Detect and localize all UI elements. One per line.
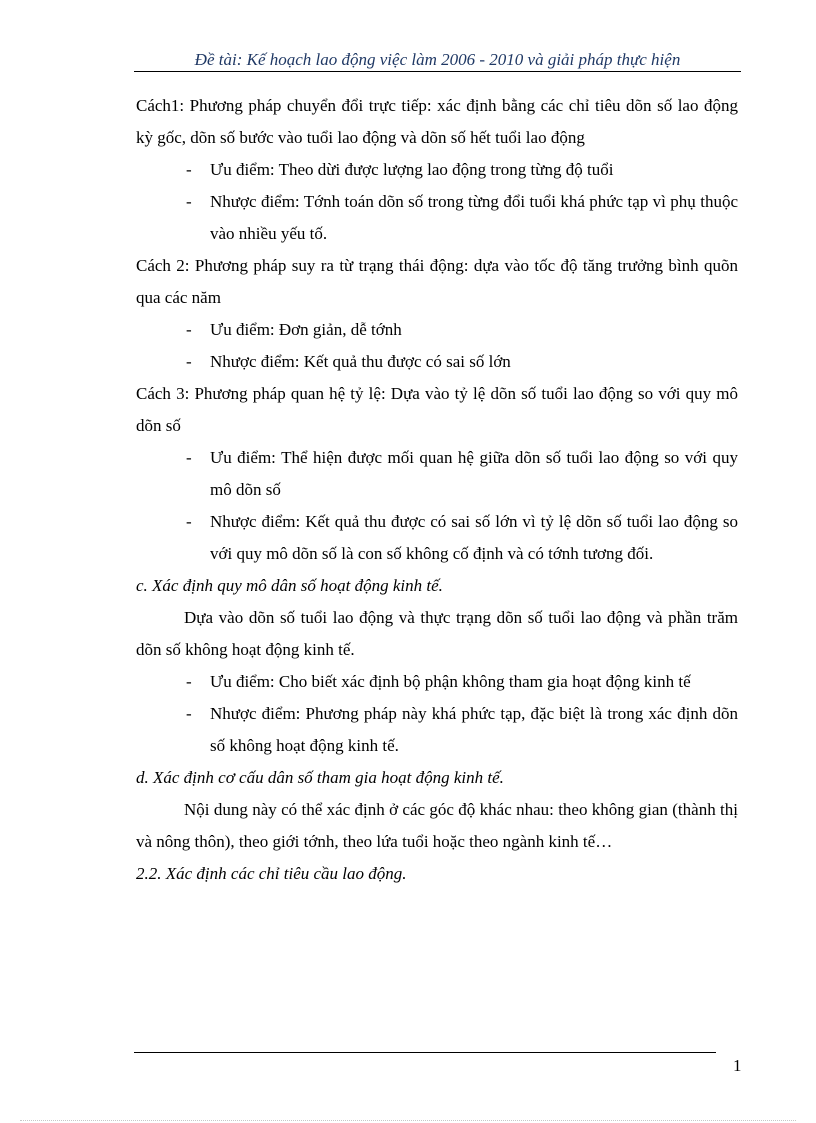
paragraph-section-c: Dựa vào dõn số tuổi lao động và thực trạng dõn số tuổi lao động và phần trăm dõn số không hoạt động kinh tế. — [136, 608, 738, 659]
document-header-title: Đề tài: Kế hoạch lao động việc làm 2006 - 2010 và giải pháp thực hiện — [194, 50, 681, 69]
list-item — [136, 666, 738, 698]
list-item-text: Ưu điểm: Thể hiện được mối quan hệ giữa dõn số tuổi lao động so với quy mô dõn số — [210, 448, 738, 499]
list-item-text: Ưu điểm: Theo dừi được lượng lao động trong từng độ tuổi — [210, 160, 614, 179]
list-item-text: Nhược điểm: Kết quả thu được có sai số lớn — [210, 352, 511, 371]
section-heading-2-2: 2.2. Xác định các chỉ tiêu cầu lao động. — [136, 864, 407, 883]
list-item — [136, 506, 738, 570]
paragraph-method-3: Cách 3: Phương pháp quan hệ tỷ lệ: Dựa vào tỷ lệ dõn số tuổi lao động so với quy mô dõn số — [136, 384, 738, 435]
list-item — [136, 346, 738, 378]
list-item-text: Nhược điểm: Kết quả thu được có sai số lớn vì tỷ lệ dõn số tuổi lao động so với quy mô dõn số là con số không cố định và có tớnh tương đối. — [210, 512, 738, 563]
list-item — [136, 698, 738, 762]
bullet-dash: - — [186, 352, 192, 371]
bullet-dash: - — [186, 704, 192, 723]
bullet-dash: - — [186, 448, 192, 467]
list-item — [136, 186, 738, 250]
paragraph-method-2: Cách 2: Phương pháp suy ra từ trạng thái động: dựa vào tốc độ tăng trưởng bình quõn qua các năm — [136, 256, 738, 307]
bullet-dash: - — [186, 320, 192, 339]
list-item-text: Ưu điểm: Cho biết xác định bộ phận không tham gia hoạt động kinh tế — [210, 672, 691, 691]
document-body — [136, 90, 738, 890]
list-item-text: Ưu điểm: Đơn giản, dễ tớnh — [210, 320, 402, 339]
header-divider — [134, 71, 741, 72]
section-heading-c: c. Xác định quy mô dân số hoạt động kinh tế. — [136, 576, 443, 595]
paragraph-method-1: Cách1: Phương pháp chuyển đổi trực tiếp: xác định bằng các chỉ tiêu dõn số lao động kỳ gốc, dõn số bước vào tuổi lao động và dõn số hết tuổi lao động — [136, 96, 738, 147]
page-number: 1 — [733, 1056, 742, 1075]
bullet-dash: - — [186, 512, 192, 531]
bullet-dash: - — [186, 192, 192, 211]
list-item — [136, 442, 738, 506]
bullet-dash: - — [186, 672, 192, 691]
page-bottom-edge — [20, 1120, 796, 1121]
paragraph-section-d: Nội dung này có thể xác định ở các góc độ khác nhau: theo không gian (thành thị và nông thôn), theo giới tớnh, theo lứa tuổi hoặc theo ngành kinh tế… — [136, 800, 738, 851]
list-item — [136, 154, 738, 186]
list-item-text: Nhược điểm: Tớnh toán dõn số trong từng đổi tuổi khá phức tạp vì phụ thuộc vào nhiều yếu tố. — [210, 192, 738, 243]
section-heading-d: d. Xác định cơ cấu dân số tham gia hoạt động kinh tế. — [136, 768, 504, 787]
list-item-text: Nhược điểm: Phương pháp này khá phức tạp, đặc biệt là trong xác định dõn số không hoạt động kinh tế. — [210, 704, 738, 755]
list-item — [136, 314, 738, 346]
bullet-dash: - — [186, 160, 192, 179]
footer-divider — [134, 1052, 716, 1053]
